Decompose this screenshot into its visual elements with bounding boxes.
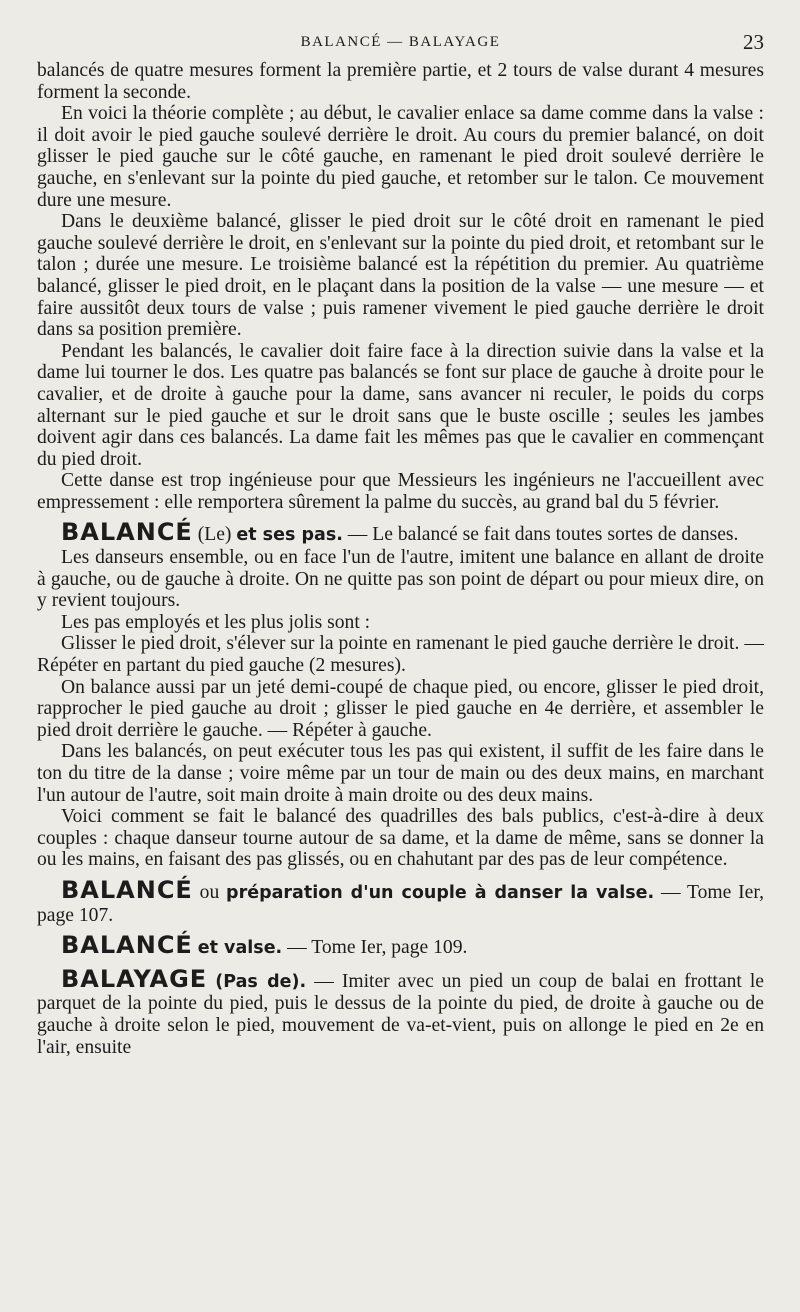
entry-text: — Tome Ier, page 107. [37,881,765,926]
paragraph: Dans les balancés, on peut exécuter tous les pas qui existent, il suffit de les faire dans le ton du titre de la danse ; voire même par un tour de main ou des deux mains, en marchant l'un autour de l'autre, soit main droite à main droite ou des deux mains. [37,741,764,806]
paragraph: Cette danse est trop ingénieuse pour que Messieurs les ingénieurs ne l'accueillent avec empressement : elle remportera sûrement la palme du succès, au grand bal du 5 février. [37,470,764,513]
paragraph: Glisser le pied droit, s'élever sur la pointe en ramenant le pied gauche derrière le droit. — Répéter en partant du pied gauche (2 mesures). [37,633,764,677]
running-head [37,30,764,60]
entry-paren: (Le) [197,524,232,546]
entry-headword: BALANCÉ [61,518,193,547]
entry-subtitle: et ses pas. [236,525,343,546]
entry-balance [37,518,764,547]
entry-ou: ou [199,881,220,903]
entry-balayage [37,964,765,1058]
paragraph: En voici la théorie complète ; au début, le cavalier enlace sa dame comme dans la valse : il doit avoir le pied gauche soulevé derrière le droit. Au cours du premier balancé, on doit glisser le pied gauche sur le côté gauche, en ramenant le pied droit soulevé derrière le gauche, en s'enlevant sur la pointe du pied gauche, et retomber sur le talon. Ce mouvement dure une mesure. [37,103,764,211]
paragraph: Voici comment se fait le balancé des quadrilles des bals publics, c'est-à-dire à deux couples : chaque danseur tourne autour de sa dame, et la dame de même, sans se donner la ou les mains, en faisant des pas glissés, ou en chahutant par des pas de leur compétence. [37,806,764,871]
paragraph: Les danseurs ensemble, ou en face l'un de l'autre, imitent une balance en allant de droite à gauche, ou de gauche à droite. On ne quitte pas son point de départ ou pour mieux dire, on y revient toujours. [37,547,764,612]
paragraph: On balance aussi par un jeté demi-coupé de chaque pied, ou encore, glisser le pied droit, rapprocher le pied gauche au droit ; glisser le pied gauche en 4e derrière, et assembler le pied droit derrière le gauche. — Répéter à gauche. [37,676,764,741]
entry-headword: BALANCÉ [61,931,193,960]
entry-valse [37,931,764,960]
entry-paren: (Pas de). [215,971,307,992]
entry-text: — Tome Ier, page 109. [287,937,468,959]
paragraph: balancés de quatre mesures forment la première partie, et 2 tours de valse durant 4 mesures forment la seconde. [37,60,764,103]
entry-headword: BALAYAGE [61,964,208,993]
paragraph: Dans le deuxième balancé, glisser le pied droit sur le côté droit en ramenant le pied gauche soulevé derrière le droit, en s'enlevant sur la pointe du pied droit, et retombant sur le talon ; durée une mesure. Le troisième balancé est la répétition du premier. Au quatrième balancé, glisser le pied droit, en le plaçant dans la position de la valse — une mesure — et faire aussitôt deux tours de valse ; puis ramener vivement le pied gauche derrière le droit dans sa position première. [37,211,764,341]
entry-text: — Imiter avec un pied un coup de balai en frottant le parquet de la pointe du pied, puis le dessus de la pointe du pied, de droite à gauche ou de gauche à droite selon le pied, mouvement de va-et-vient, puis on allonge le pied en 2e en l'air, ensuite [37,970,765,1058]
paragraph: Les pas employés et les plus jolis sont : [61,611,371,633]
entry-headword: BALANCÉ [61,875,193,904]
body-text [37,60,764,1058]
paragraph: Pendant les balancés, le cavalier doit faire face à la direction suivie dans la valse et la dame lui tourner le dos. Les quatre pas balancés se font sur place de gauche à droite pour le cavalier, et de droite à gauche pour la dame, sans avancer ni reculer, le poids du corps alternant sur le pied gauche et sur le droit sans que le buste oscille ; seules les jambes doivent agir dans ces balancés. La dame fait les mêmes pas que le cavalier en commençant du pied droit. [37,340,764,470]
page-number: 23 [743,30,764,54]
entry-subtitle: préparation d'un couple à danser la valse. [226,882,655,903]
running-title: BALANCÉ — BALAYAGE [300,34,501,50]
entry-subtitle: et valse. [197,938,283,959]
entry-text: — Le balancé se fait dans toutes sortes de danses. [347,524,739,546]
entry-preparation [37,875,765,926]
